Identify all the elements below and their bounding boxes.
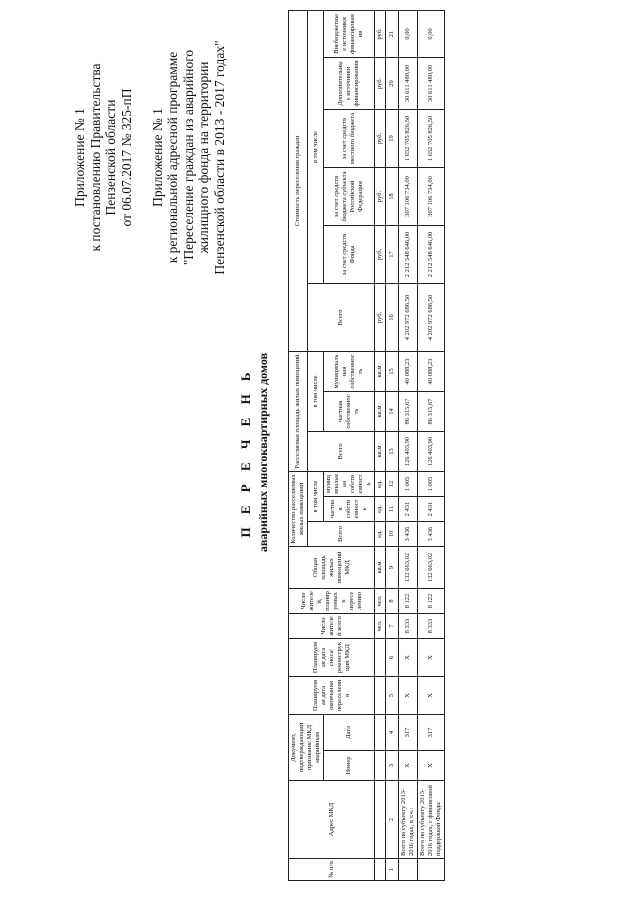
col-header-area-incl: в том числе: [308, 351, 324, 431]
cell-address: Всего по субъекту 2013-2016 годах, в т.ч.:: [399, 781, 418, 859]
cell-cost-extra: 30 611 480,00: [399, 57, 418, 109]
cell-address: Всего по субъекту 2013-2016 годах, с финансовой поддержкой Фонда:: [418, 781, 445, 859]
cell-area-municipal: 40 088,23: [399, 351, 418, 391]
appendix-line: "Переселение граждан из аварийного: [180, 49, 196, 266]
appendix-line: жилищного фонда на территории: [196, 61, 211, 254]
col-header-cost-local: за счет средств местного бюджета: [324, 109, 375, 167]
cell-cost-total: 4 202 972 686,50: [418, 283, 445, 351]
appendix-line: Приложение № 1: [72, 108, 87, 207]
col-header-doc-number: Номер: [324, 751, 375, 781]
column-number-row: [386, 10, 399, 880]
unit-cell: руб.: [375, 10, 386, 57]
appendix-block: [72, 25, 227, 290]
col-header-cost-fund: за счет средств Фонда: [324, 225, 375, 283]
col-header-cost-total: Всего: [308, 283, 375, 351]
unit-cell: руб.: [375, 109, 386, 167]
cell-cost-nonbudget: 0,00: [399, 10, 418, 57]
column-number: 1: [386, 859, 399, 881]
cell-area-total: 126 403,90: [399, 432, 418, 472]
col-header-cost-extra: Дополнительные источники финансирования: [324, 57, 375, 109]
appendix-line: Пензенской области в 2013 - 2017 годах": [211, 40, 227, 275]
column-number: 17: [386, 225, 399, 283]
header-row-1: [289, 10, 308, 880]
unit-cell: руб.: [375, 167, 386, 225]
cell-rooms-total: 3 436: [418, 522, 445, 547]
cell-doc-number: Х: [418, 751, 445, 781]
unit-cell: [375, 751, 386, 781]
cell-relocation: Х: [399, 677, 418, 715]
col-header-residents-planned: Число жителей, планируемых к переселению: [289, 589, 375, 614]
unit-cell: [375, 639, 386, 677]
col-header-area-total: Всего: [308, 432, 375, 472]
column-number: 8: [386, 589, 399, 614]
col-header-rooms-incl: в том числе: [308, 472, 324, 522]
column-number: 21: [386, 10, 399, 57]
unit-cell: чел.: [375, 614, 386, 639]
col-header-relocated-area: Расселяемая площадь жилых помещений: [289, 351, 308, 471]
cell-residents-total: 8 333: [418, 614, 445, 639]
column-number: 12: [386, 472, 399, 497]
cell-rooms-municipal: 1 005: [418, 472, 445, 497]
cell-cost-local: 1 652 705 826,50: [418, 109, 445, 167]
unit-cell: ед.: [375, 522, 386, 547]
cell-area-private: 86 315,67: [399, 392, 418, 432]
unit-cell: кв.м: [375, 392, 386, 432]
appendix-spacer: [134, 25, 150, 290]
col-header-rooms-total: Всего: [308, 522, 375, 547]
appendix-line: к региональной адресной программе: [165, 51, 180, 264]
col-header-no: № п/п: [289, 859, 375, 881]
cell-doc-number: Х: [399, 751, 418, 781]
unit-cell: [375, 677, 386, 715]
col-header-total-area: Общая площадь жилых помещений МКД: [289, 547, 375, 589]
cell-cost-nonbudget: 0,00: [418, 10, 445, 57]
cell-residents-planned: 8 122: [418, 589, 445, 614]
units-row: [375, 10, 386, 880]
unit-cell: ед.: [375, 472, 386, 497]
col-header-demolition-date: Планируемая дата сноса/ реконструкции МКД: [289, 639, 375, 677]
document-subtitle: аварийных многоквартирных домов: [256, 352, 270, 553]
appendix-line: Пензенской области: [103, 99, 118, 216]
cell-demolition: Х: [418, 639, 445, 677]
cell-no: [399, 859, 418, 881]
column-number: 6: [386, 639, 399, 677]
cell-demolition: Х: [399, 639, 418, 677]
column-number: 9: [386, 547, 399, 589]
col-header-address: Адрес МКД: [289, 781, 375, 859]
cell-total-area: 132 663,02: [399, 547, 418, 589]
column-number: 10: [386, 522, 399, 547]
cell-rooms-private: 2 431: [399, 497, 418, 522]
unit-cell: чел.: [375, 589, 386, 614]
document-title: П Е Р Е Ч Е Н Ь: [238, 367, 253, 538]
col-header-rooms-private: частная собственность: [324, 497, 375, 522]
cell-cost-total: 4 202 972 686,50: [399, 283, 418, 351]
unit-cell: [375, 859, 386, 881]
unit-cell: [375, 715, 386, 751]
column-number: 14: [386, 392, 399, 432]
cell-cost-local: 1 652 705 826,50: [399, 109, 418, 167]
col-header-rooms-municipal: муниципальная собственность: [324, 472, 375, 497]
col-header-cost-incl: в том числе: [308, 10, 324, 283]
unit-cell: руб.: [375, 225, 386, 283]
col-header-area-municipal: муниципальная собственность: [324, 351, 375, 391]
col-header-cost: Стоимость переселения граждан: [289, 10, 308, 351]
cell-area-total: 126 403,90: [418, 432, 445, 472]
col-header-area-private: частная собственность: [324, 392, 375, 432]
cell-no: [418, 859, 445, 881]
cell-cost-extra: 30 611 480,00: [418, 57, 445, 109]
cell-residents-planned: 8 122: [399, 589, 418, 614]
cell-cost-fund: 2 212 548 646,00: [399, 225, 418, 283]
column-number: 4: [386, 715, 399, 751]
column-number: 2: [386, 781, 399, 859]
column-number: 16: [386, 283, 399, 351]
houses-table: [288, 10, 445, 881]
cell-cost-subject: 307 106 734,00: [418, 167, 445, 225]
unit-cell: кв.м: [375, 351, 386, 391]
cell-rooms-municipal: 1 005: [399, 472, 418, 497]
unit-cell: руб.: [375, 283, 386, 351]
column-number: 18: [386, 167, 399, 225]
appendix-line: от 06.07.2017 № 325-пП: [118, 88, 134, 227]
table-row: [418, 10, 445, 880]
cell-area-municipal: 40 088,23: [418, 351, 445, 391]
cell-area-private: 86 315,67: [418, 392, 445, 432]
column-number: 15: [386, 351, 399, 391]
cell-doc-date: 317: [399, 715, 418, 751]
cell-rooms-total: 3 436: [399, 522, 418, 547]
col-header-document: Документ, подтверждающий признание МКД аварийным: [289, 715, 324, 781]
appendix-line: к постановлению Правительства: [87, 63, 103, 252]
column-number: 5: [386, 677, 399, 715]
column-number: 7: [386, 614, 399, 639]
unit-cell: кв.м: [375, 432, 386, 472]
col-header-rooms-count: Количество расселяемых жилых помещений: [289, 472, 308, 547]
column-number: 3: [386, 751, 399, 781]
table-row: [399, 10, 418, 880]
column-number: 20: [386, 57, 399, 109]
appendix-line: Приложение № 1: [149, 108, 165, 207]
unit-cell: ед.: [375, 497, 386, 522]
unit-cell: [375, 781, 386, 859]
cell-relocation: Х: [418, 677, 445, 715]
col-header-doc-date: Дата: [324, 715, 375, 751]
cell-residents-total: 8 333: [399, 614, 418, 639]
cell-cost-fund: 2 212 548 646,00: [418, 225, 445, 283]
col-header-cost-nonbudget: Внебюджетные источники финансирования: [324, 10, 375, 57]
col-header-cost-subject: за счет средств бюджета субъекта Российской Федерации: [324, 167, 375, 225]
cell-cost-subject: 307 106 734,00: [399, 167, 418, 225]
column-number: 19: [386, 109, 399, 167]
cell-doc-date: 317: [418, 715, 445, 751]
col-header-residents-total: Число жителей всего: [289, 614, 375, 639]
cell-total-area: 132 663,02: [418, 547, 445, 589]
col-header-relocation-date: Планируемая дата окончания переселения: [289, 677, 375, 715]
cell-rooms-private: 2 431: [418, 497, 445, 522]
column-number: 13: [386, 432, 399, 472]
column-number: 11: [386, 497, 399, 522]
unit-cell: руб.: [375, 57, 386, 109]
unit-cell: кв.м: [375, 547, 386, 589]
